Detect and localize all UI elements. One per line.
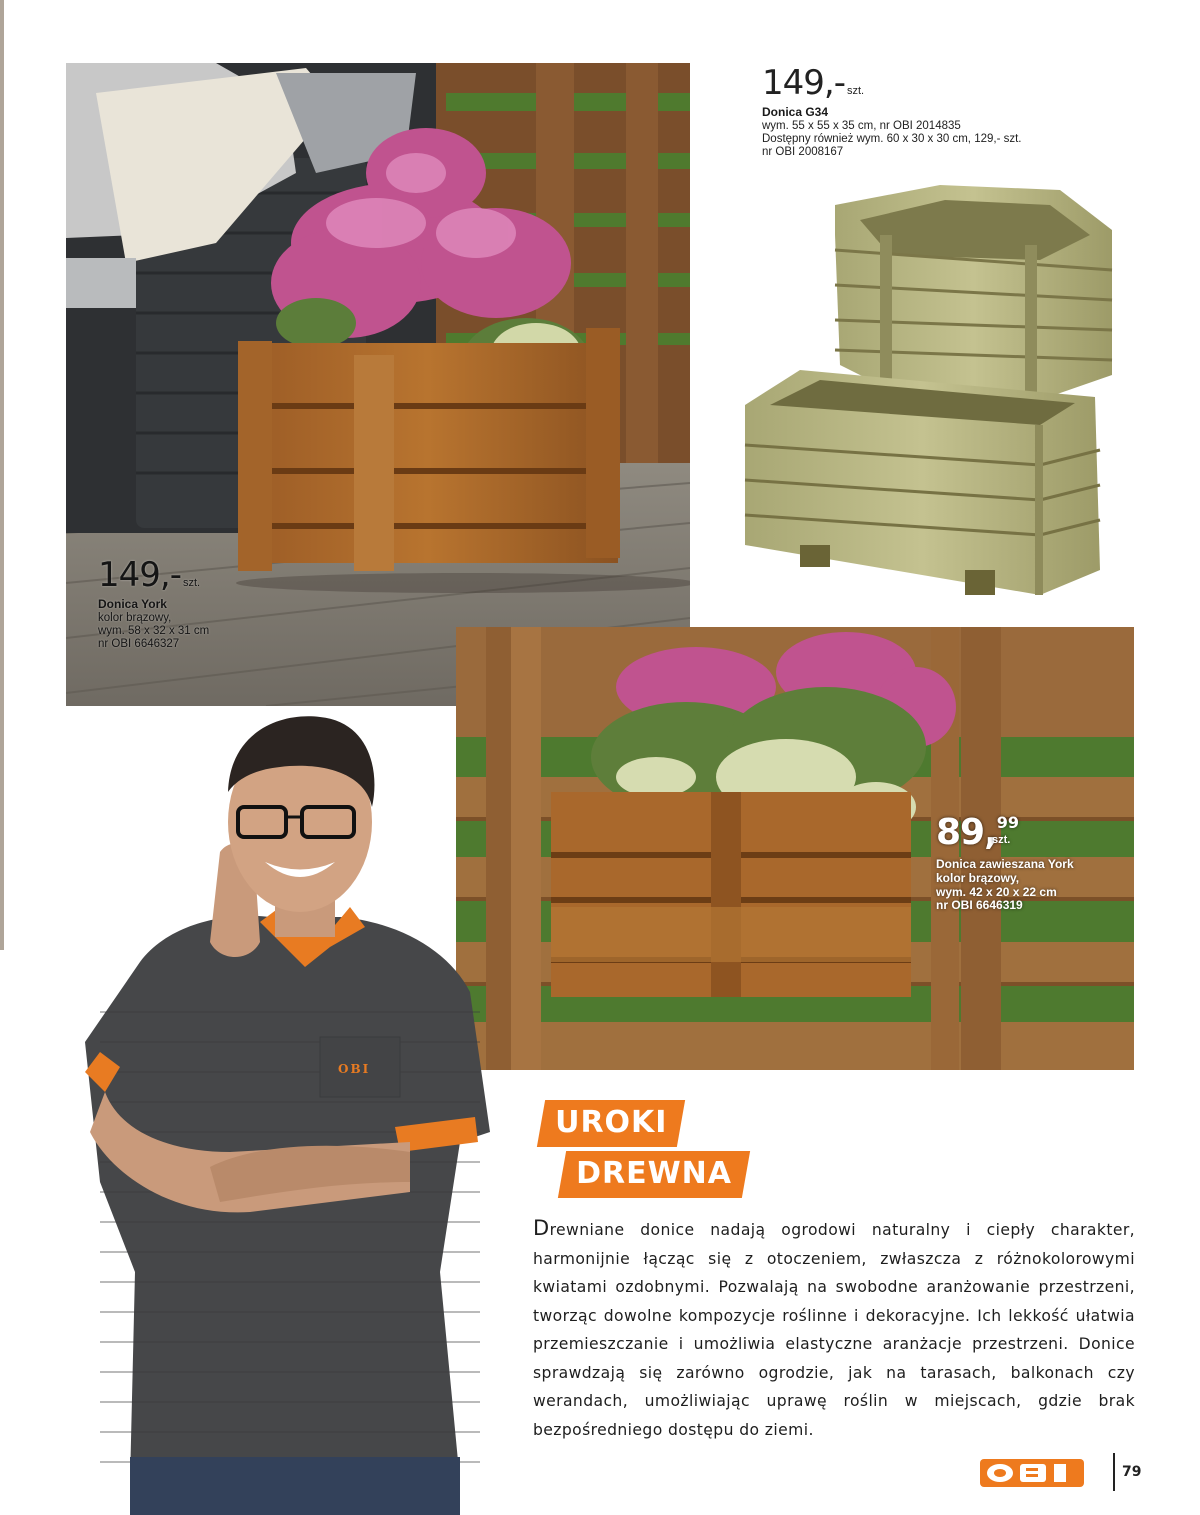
headline-text-1: UROKI [555,1105,668,1140]
obi-logo [980,1459,1084,1487]
page-number: 79 [1122,1464,1142,1480]
price-block-donica-g34 [762,64,1022,160]
body-paragraph [533,1214,1135,1444]
headline-line2 [558,1151,750,1198]
product-name-donica-york: Donica York [98,597,167,612]
price-donica-york: 149,- [98,555,181,595]
product-name-donica-g34: Donica G34 [762,105,829,120]
product-detail: kolor brązowy, [98,611,172,624]
product-detail: nr OBI 6646327 [98,638,180,651]
photo-donica-g34-planters [740,175,1120,600]
body-text: rewniane donice nadają ogrodowi naturalny i ciepły charakter, harmonijnie łącząc się z otoczeniem, zwłaszcza z różnokolorowymi kwiatami ozdobnymi. Pozwalają na swobodne aranżowanie przestrzeni, tworząc dowolne kompozycje roślinne i dekoracyjne. Ich lekkość ułatwia przemieszczanie i umożliwia elastyczne aranżacje przestrzeni. Donice sprawdzają się zarówno ogrodzie, jak na tarasach, balkonach czy werandach, umożliwiając uprawę roślin w miejscach, gdzie brak bezpośredniego dostępu do ziemi. [533,1221,1135,1439]
product-name-donica-zawieszana-york: Donica zawieszana York [936,857,1074,871]
headline-text-2: DREWNA [576,1156,733,1191]
product-detail: wym. 55 x 55 x 35 cm, nr OBI 2014835 [762,119,961,132]
product-detail: nr OBI 6646319 [936,898,1023,913]
product-detail: Dostępny również wym. 60 x 30 x 30 cm, 129,- szt. [762,133,1022,146]
price-block-donica-york [98,556,209,652]
headline-line1 [537,1100,686,1147]
footer-divider [1113,1453,1115,1491]
price-unit: szt. [182,577,201,589]
body-dropcap: D [533,1216,550,1240]
price-unit: szt. [992,834,1011,846]
price-integer: 89, [936,812,997,853]
price-fraction: 99 [996,813,1020,832]
product-detail: wym. 58 x 32 x 31 cm [98,625,210,638]
page-edge-strip [0,0,4,950]
photo-obi-employee [80,712,500,1515]
price-block-donica-zawieszana-york [936,812,1074,913]
shirt-obi-logo: OBI [338,1062,371,1076]
product-detail: nr OBI 2008167 [762,146,844,159]
product-detail: wym. 42 x 20 x 22 cm [936,884,1057,899]
price-unit: szt. [846,85,865,97]
product-detail: kolor brązowy, [936,870,1020,885]
price-donica-g34: 149,- [762,63,845,103]
